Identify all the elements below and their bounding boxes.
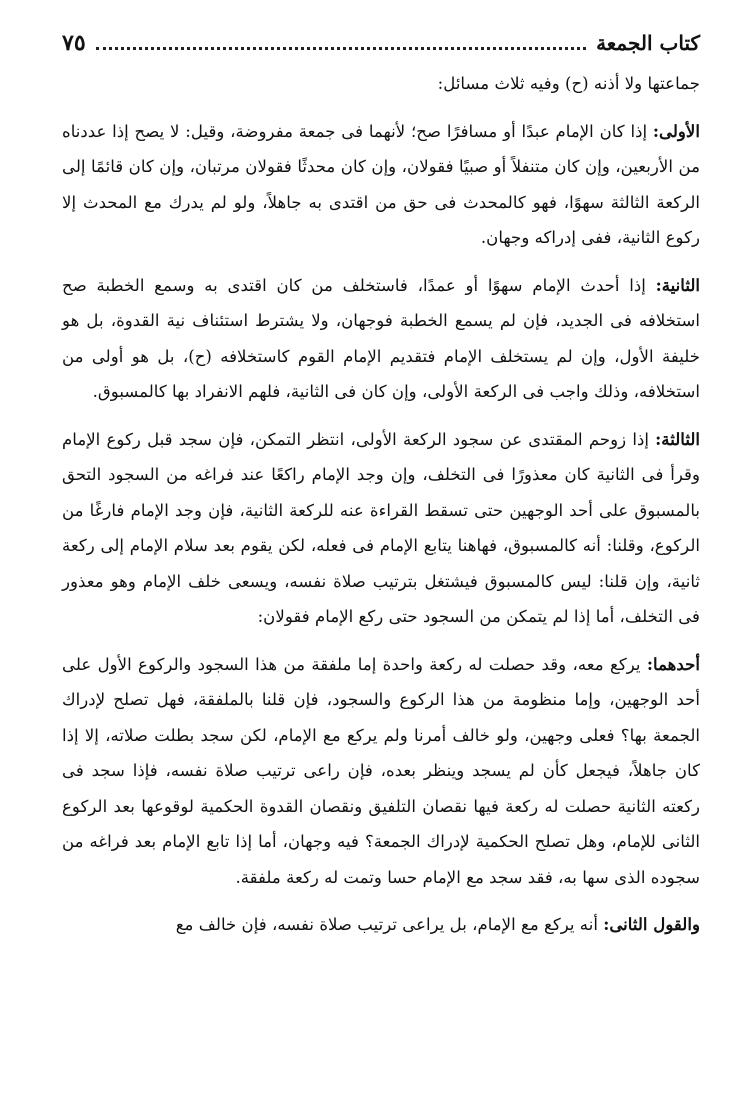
paragraph-third-issue	[62, 422, 700, 635]
paragraph-second-opinion	[62, 907, 700, 943]
paragraph-second-issue	[62, 268, 700, 410]
paragraph-first-issue	[62, 114, 700, 256]
paragraph-heading: الأولى:	[652, 120, 700, 141]
paragraph-first-opinion	[62, 647, 700, 896]
paragraph-heading: أحدهما:	[646, 653, 700, 674]
paragraph-text: يركع معه، وقد حصلت له ركعة واحدة إما ملفقة من هذا السجود والركوع الأول على أحد الوجهين، وإما منظومة من هذا الركوع والسجود، فإن قلنا بالملفقة، فهل تصلح لإدراك الجمعة بها؟ فعلى وجهين، ولو خالف أمرنا ولم يركع مع الإمام، لكن سجد بطلت صلاته، إلا إذا كان جاهلاً، فيجعل كأن لم يسجد وينظر بعده، فإن راعى ترتيب صلاة نفسه، فإذا سجد فى ركعته الثانية حصلت له ركعة فيها نقصان التلفيق ونقصان القدوة الحكمية لوقوعها بعد الركوع الثانى للإمام، وهل تصلح الحكمية لإدراك الجمعة؟ فيه وجهان، أما إذا تابع الإمام بعد فراغه من سجوده الذى سها به، فقد سجد مع الإمام حسا وتمت له ركعة ملفقة.	[62, 654, 700, 887]
dotted-leader	[96, 39, 586, 50]
paragraph-text: إذا كان الإمام عبدًا أو مسافرًا صح؛ لأنهما فى جمعة مفروضة، وقيل: لا يصح إذا عددناه من الأربعين، وإن كان متنفلاً أو صبيًا فقولان، وإن كان محدثًا فقولان مرتبان، وإن كان قائمًا إلى الركعة الثالثة سهوًا، فهو كالمحدث فى حق من اقتدى به جاهلاً، ولو لم يدرك مع المحدث إلا ركوع الثانية، ففى إدراكه وجهان.	[62, 121, 700, 247]
paragraph-heading: الثانية:	[655, 274, 700, 295]
paragraph-heading: الثالثة:	[655, 428, 700, 449]
paragraph-heading: والقول الثانى:	[603, 914, 700, 934]
book-title: كتاب الجمعة	[596, 31, 700, 55]
paragraph-text: إذا أحدث الإمام سهوًا أو عمدًا، فاستخلف من كان اقتدى به وسمع الخطبة صح استخلافه فى الجديد، فإن لم يسمع الخطبة فوجهان، ولا يشترط استئناف نية القدوة، بل هو خليفة الأول، وإن لم يستخلف الإمام فتقديم الإمام القوم كاستخلافه (ح)، بل هو أولى من استخلافه، وذلك واجب فى الركعة الأولى، وإن كان فى الثانية، فلهم الانفراد بها كالمسبوق.	[62, 275, 700, 401]
paragraph-text: أنه يركع مع الإمام، بل يراعى ترتيب صلاة نفسه، فإن خالف مع	[175, 915, 604, 934]
running-header	[62, 30, 700, 66]
paragraph-intro	[62, 66, 700, 102]
paragraph-text: جماعتها ولا أذنه (ح) وفيه ثلاث مسائل:	[437, 74, 700, 93]
paragraph-text: إذا زوحم المقتدى عن سجود الركعة الأولى، انتظر التمكن، فإن سجد قبل ركوع الإمام وقرأ فى الثانية كان معذورًا فى التخلف، وإن وجد الإمام راكعًا عند فراغه من السجود التحق بالمسبوق على أحد الوجهين حتى تسقط القراءة عنه للركعة الثانية، فإن وجد الإمام فارغًا من الركوع، وقلنا: أنه كالمسبوق، فهاهنا يتابع الإمام فى فعله، لكن يقوم بعد سلام الإمام إلى ركعة ثانية، وإن قلنا: ليس كالمسبوق فيشتغل بترتيب صلاة نفسه، ويسعى خلف الإمام وهو معذور فى التخلف، أما إذا لم يتمكن من السجود حتى ركع الإمام فقولان:	[62, 429, 700, 626]
page-number: ٧٥	[62, 30, 86, 56]
book-page	[62, 30, 700, 1080]
